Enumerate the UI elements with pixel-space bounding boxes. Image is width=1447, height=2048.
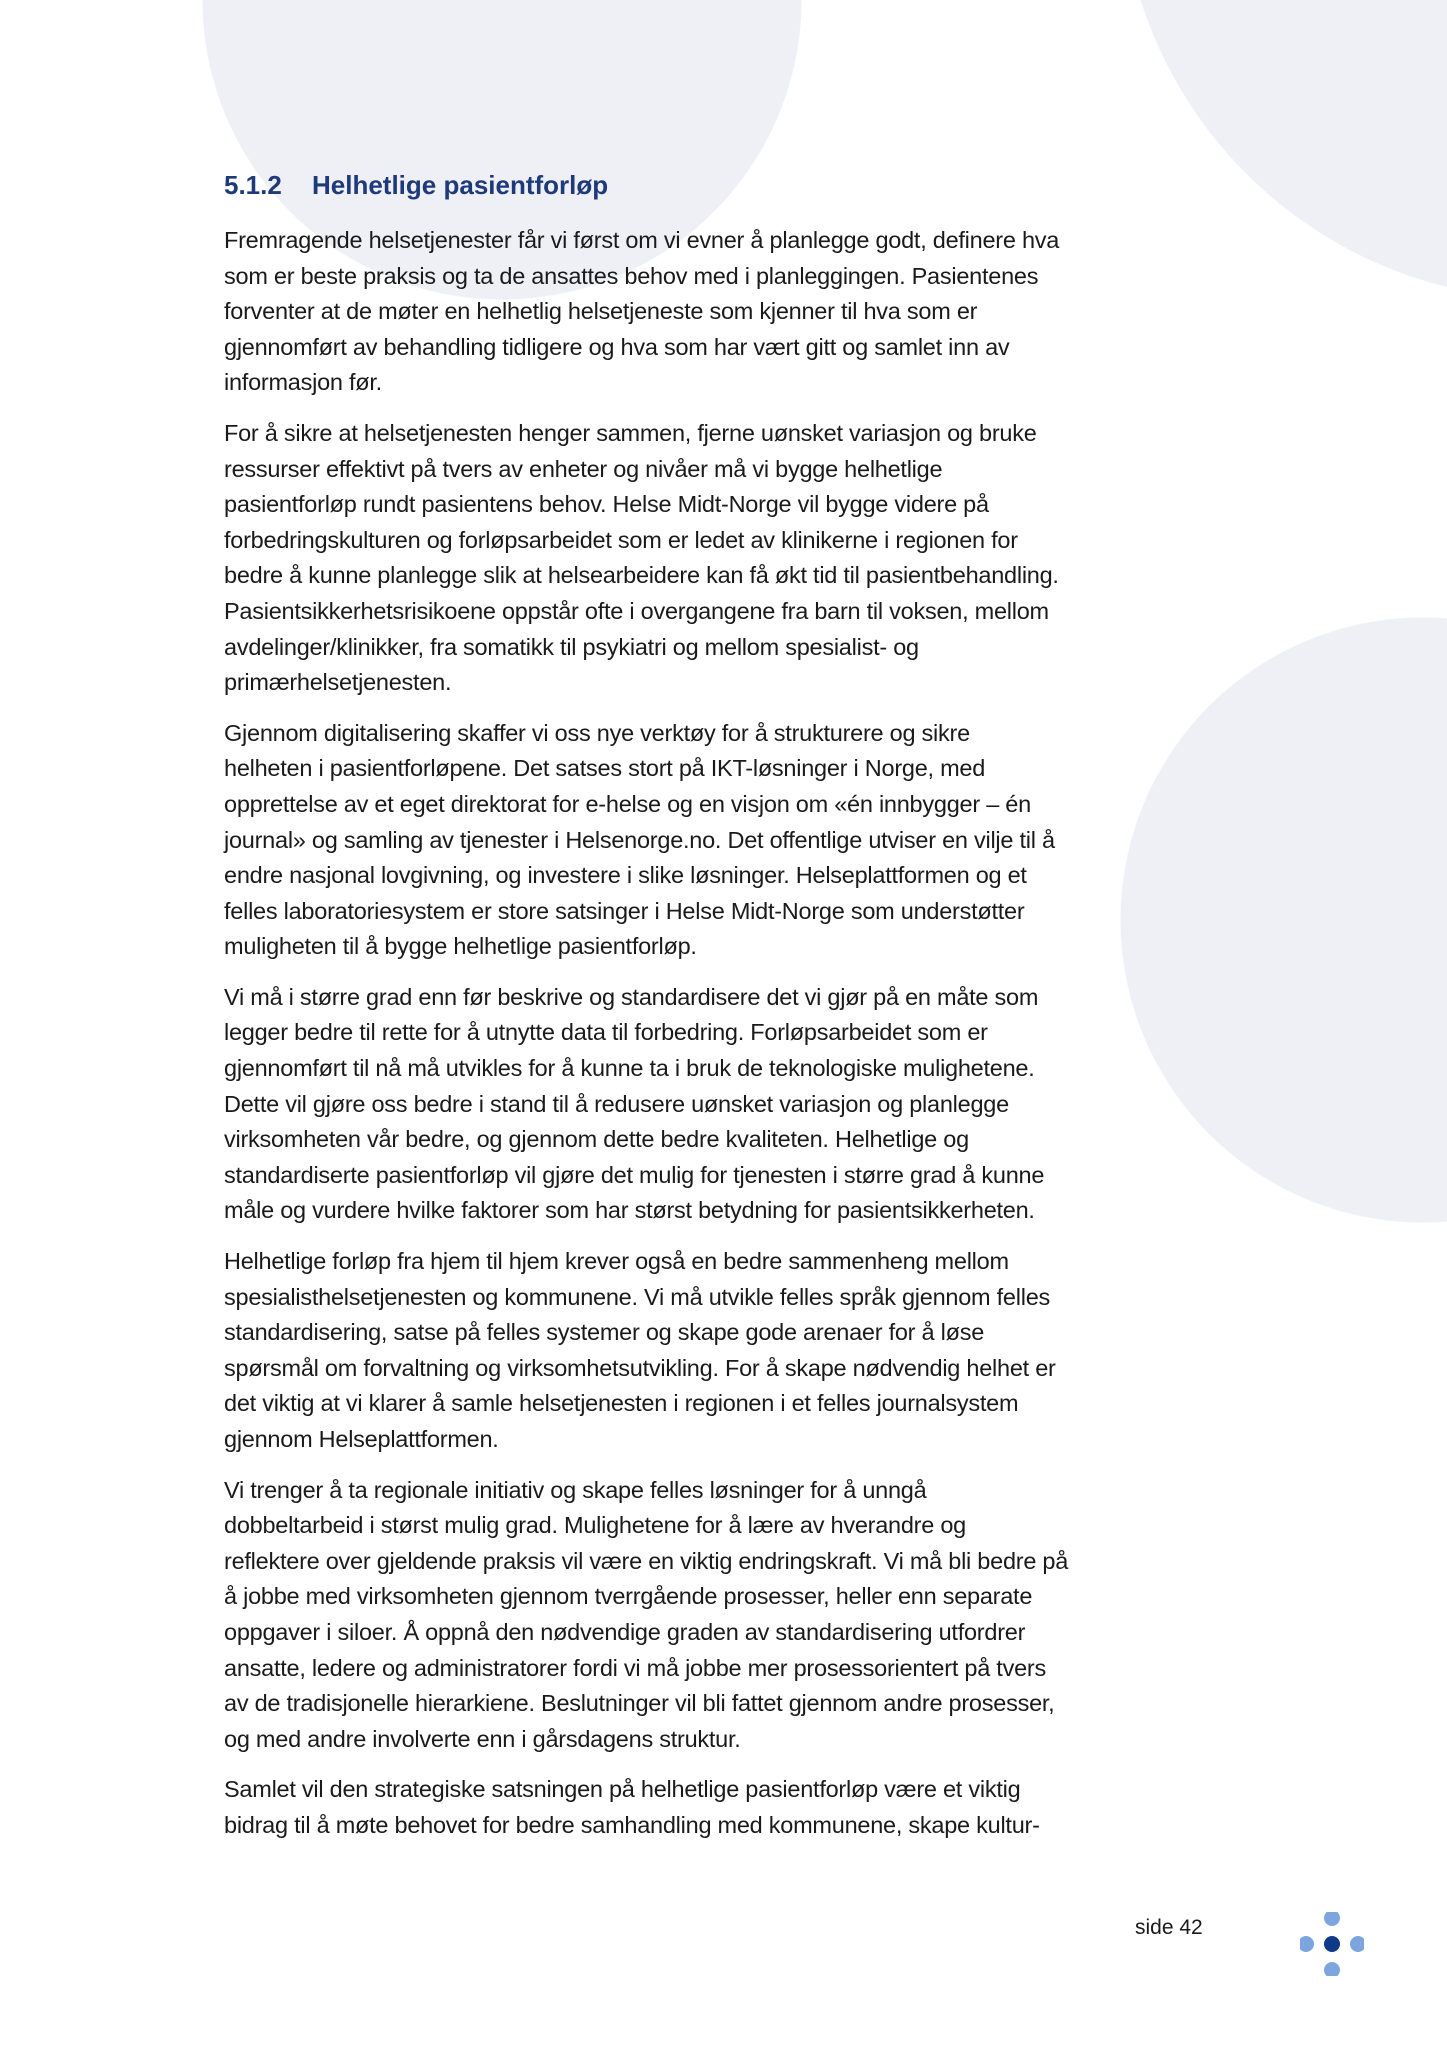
text-line: gjennom Helseplattformen. <box>224 1426 499 1452</box>
page-content <box>224 170 1224 1859</box>
text-line: For å sikre at helsetjenesten henger sammen, fjerne uønsket variasjon og bruke <box>224 419 1037 446</box>
text-line: legger bedre til rette for å utnytte data til forbedring. Forløpsarbeidet som er <box>224 1019 988 1046</box>
text-line: Fremragende helsetjenester får vi først om vi evner å planlegge godt, definere hva <box>224 227 1060 253</box>
text-line: felles laboratoriesystem er store satsinger i Helse Midt-Norge som understøtter <box>224 897 1025 924</box>
text-line: gjennomført av behandling tidligere og hva som har vært gitt og samlet inn av <box>224 333 1010 360</box>
text-line: måle og vurdere hvilke faktorer som har størst betydning for pasientsikkerheten. <box>224 1197 1035 1224</box>
text-line: informasjon før. <box>224 369 382 396</box>
text-line: helheten i pasientforløpene. Det satses stort på IKT-løsninger i Norge, med <box>224 755 986 782</box>
text-line: muligheten til å bygge helhetlige pasientforløp. <box>224 933 697 960</box>
text-line: bidrag til å møte behovet for bedre samhandling med kommunene, skape kultur- <box>224 1811 1040 1838</box>
text-line: forventer at de møter en helhetlig helsetjeneste som kjenner til hva som er <box>224 298 978 325</box>
text-line: å jobbe med virksomheten gjennom tverrgående prosesser, heller enn separate <box>224 1583 1033 1610</box>
paragraph <box>224 223 1224 401</box>
text-line: Gjennom digitalisering skaffer vi oss nye verktøy for å strukturere og sikre <box>224 719 970 746</box>
text-line: primærhelsetjenesten. <box>224 669 452 696</box>
text-line: reflektere over gjeldende praksis vil være en viktig endringskraft. Vi må bli bedre på <box>224 1547 1069 1574</box>
text-line: Helhetlige forløp fra hjem til hjem krever også en bedre sammenheng mellom <box>224 1248 1009 1275</box>
text-line: av de tradisjonelle hierarkiene. Beslutninger vil bli fattet gjennom andre prosesser, <box>224 1690 1055 1717</box>
text-line: bedre å kunne planlegge slik at helsearbeidere kan få økt tid til pasientbehandling. <box>224 562 1059 589</box>
text-line: Vi trenger å ta regionale initiativ og skape felles løsninger for å unngå <box>224 1476 927 1503</box>
text-line: gjennomført til nå må utvikles for å kunne ta i bruk de teknologiske mulighetene. <box>224 1055 1035 1082</box>
text-line: Dette vil gjøre oss bedre i stand til å redusere uønsket variasjon og planlegge <box>224 1090 1009 1117</box>
text-line: dobbeltarbeid i størst mulig grad. Mulighetene for å lære av hverandre og <box>224 1512 966 1539</box>
logo-dots-icon <box>1300 1912 1364 1976</box>
text-line: journal» og samling av tjenester i Helsenorge.no. Det offentlige utviser en vilje til å <box>224 826 1055 853</box>
paragraph <box>224 980 1224 1229</box>
text-line: det viktig at vi klarer å samle helsetjenesten i regionen i et felles journalsystem <box>224 1390 1019 1417</box>
text-line: Pasientsikkerhetsrisikoene oppstår ofte i overgangene fra barn til voksen, mellom <box>224 597 1049 624</box>
text-line: som er beste praksis og ta de ansattes behov med i planleggingen. Pasientenes <box>224 262 1039 289</box>
paragraph <box>224 1772 1224 1843</box>
page-number: side 42 <box>1135 1916 1203 1939</box>
text-line: spørsmål om forvaltning og virksomhetsutvikling. For å skape nødvendig helhet er <box>224 1354 1056 1381</box>
text-line: pasientforløp rundt pasientens behov. Helse Midt-Norge vil bygge videre på <box>224 491 989 518</box>
text-line: ansatte, ledere og administratorer fordi vi må jobbe mer prosessorientert på tvers <box>224 1654 1046 1681</box>
text-line: endre nasjonal lovgivning, og investere i slike løsninger. Helseplattformen og et <box>224 862 1027 889</box>
text-line: avdelinger/klinikker, fra somatikk til psykiatri og mellom spesialist- og <box>224 633 919 660</box>
text-line: Vi må i større grad enn før beskrive og standardisere det vi gjør på en måte som <box>224 983 1039 1010</box>
paragraph <box>224 716 1224 965</box>
body-text <box>224 223 1224 1844</box>
text-line: opprettelse av et eget direktorat for e-helse og en visjon om «én innbygger – én <box>224 790 1031 817</box>
paragraph <box>224 1244 1224 1458</box>
text-line: virksomheten vår bedre, og gjennom dette bedre kvaliteten. Helhetlige og <box>224 1126 969 1153</box>
text-line: standardiserte pasientforløp vil gjøre det mulig for tjenesten i større grad å kunne <box>224 1161 1045 1188</box>
text-line: oppgaver i siloer. Å oppnå den nødvendige graden av standardisering utfordrer <box>224 1618 1026 1645</box>
text-line: og med andre involverte enn i gårsdagens struktur. <box>224 1725 741 1752</box>
text-line: ressurser effektivt på tvers av enheter og nivåer må vi bygge helhetlige <box>224 455 943 482</box>
paragraph <box>224 416 1224 701</box>
section-heading <box>224 170 1224 201</box>
section-title: Helhetlige pasientforløp <box>312 170 609 200</box>
text-line: Samlet vil den strategiske satsningen på helhetlige pasientforløp være et viktig <box>224 1776 1021 1803</box>
text-line: spesialisthelsetjenesten og kommunene. Vi må utvikle felles språk gjennom felles <box>224 1283 1051 1310</box>
paragraph <box>224 1473 1224 1758</box>
text-line: standardisering, satse på felles systemer og skape gode arenaer for å løse <box>224 1319 985 1346</box>
section-number: 5.1.2 <box>224 170 282 200</box>
text-line: forbedringskulturen og forløpsarbeidet som er ledet av klinikerne i regionen for <box>224 526 1018 553</box>
